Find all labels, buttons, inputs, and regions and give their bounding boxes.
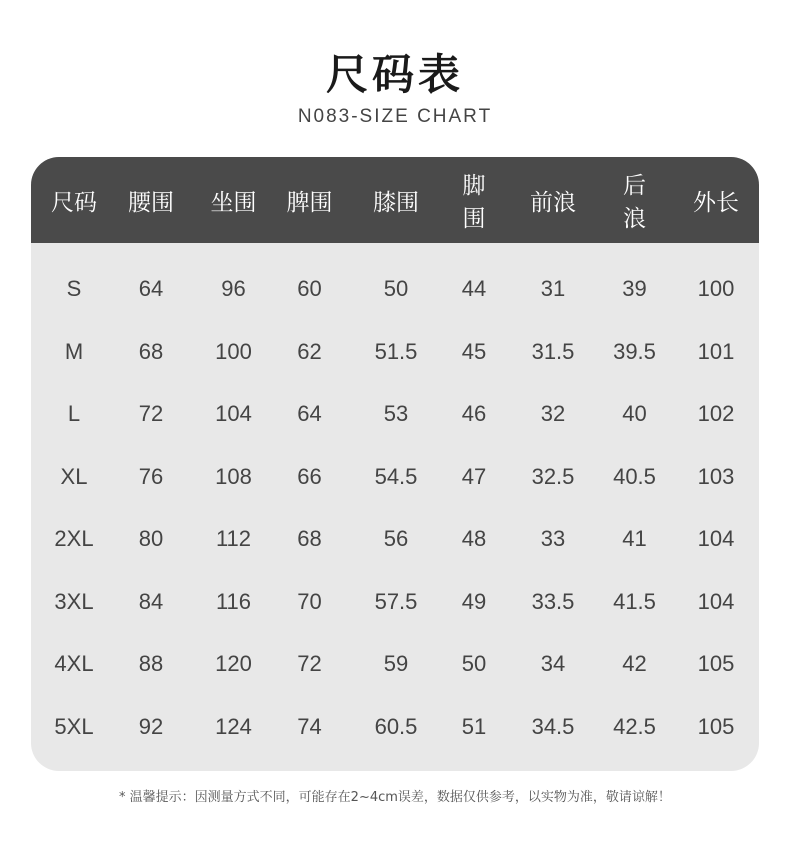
measurement-cell: 39.5: [613, 338, 656, 364]
measurement-cell: 49: [461, 588, 487, 614]
measurement-cell: 40: [622, 401, 647, 427]
size-label-cell: L: [67, 401, 81, 427]
header-cell-waist: 腰围: [128, 189, 174, 216]
measurement-cell: 66: [297, 463, 322, 489]
page-subtitle: N083-SIZE CHART: [297, 106, 493, 127]
header-cell-knee: 膝围: [373, 189, 419, 216]
table-row: [31, 571, 759, 634]
measurement-cell: 48: [461, 526, 487, 552]
measurement-cell: 72: [138, 401, 164, 427]
measurement-cell: 105: [697, 651, 735, 677]
measurement-cell: 33: [540, 526, 566, 552]
measurement-cell: 32.5: [531, 463, 575, 489]
measurement-cell: 59: [383, 651, 409, 677]
size-label-cell: 4XL: [54, 651, 94, 677]
measurement-cell: 120: [215, 651, 252, 677]
measurement-cell: 34.5: [531, 713, 575, 739]
measurement-cell: 100: [215, 338, 252, 364]
table-row: [31, 446, 759, 509]
measurement-cell: 34: [540, 651, 566, 677]
measurement-cell: 53: [383, 401, 409, 427]
size-label-cell: 3XL: [54, 588, 94, 614]
header-cell-leg-opening: 脚围: [462, 173, 486, 232]
measurement-cell: 42: [622, 651, 647, 677]
table-row: [31, 508, 759, 571]
measurement-cell: 51.5: [374, 338, 418, 364]
measurement-cell: 116: [215, 588, 252, 614]
table-row: [31, 633, 759, 696]
measurement-cell: 39: [622, 276, 647, 302]
table-row: [31, 258, 759, 321]
measurement-cell: 104: [697, 588, 735, 614]
measurement-cell: 84: [138, 588, 164, 614]
measurement-cell: 124: [215, 713, 252, 739]
header-cell-front-rise: 前浪: [530, 189, 576, 216]
measurement-cell: 64: [138, 276, 164, 302]
header-cell-outseam: 外长: [693, 189, 739, 216]
measurement-cell: 31.5: [531, 338, 575, 364]
header-cell-back-rise: 后浪: [623, 173, 646, 232]
measurement-cell: 101: [697, 338, 735, 364]
header-cell-size: 尺码: [51, 189, 97, 216]
measurement-cell: 68: [297, 526, 322, 552]
measurement-cell: 70: [297, 588, 322, 614]
size-label-cell: 2XL: [54, 526, 94, 552]
measurement-cell: 33.5: [531, 588, 575, 614]
measurement-cell: 112: [215, 526, 252, 552]
measurement-cell: 46: [461, 401, 487, 427]
table-row: [31, 696, 759, 759]
size-label-cell: XL: [60, 463, 88, 489]
measurement-cell: 32: [540, 401, 566, 427]
measurement-cell: 108: [215, 463, 252, 489]
measurement-cell: 72: [297, 651, 322, 677]
measurement-cell: 40.5: [613, 463, 656, 489]
measurement-cell: 62: [297, 338, 322, 364]
measurement-cell: 57.5: [374, 588, 418, 614]
measurement-cell: 60: [297, 276, 322, 302]
table-row: [31, 321, 759, 384]
measurement-cell: 41.5: [613, 588, 656, 614]
measurement-cell: 54.5: [374, 463, 418, 489]
size-label-cell: M: [64, 338, 84, 364]
measurement-cell: 102: [697, 401, 735, 427]
measurement-cell: 47: [461, 463, 487, 489]
page-title: 尺码表: [325, 50, 464, 99]
size-label-cell: 5XL: [54, 713, 94, 739]
header-cell-thigh: 脾围: [286, 189, 333, 216]
measurement-cell: 104: [215, 401, 252, 427]
measurement-cell: 45: [461, 338, 487, 364]
table-row: [31, 383, 759, 446]
measurement-cell: 80: [138, 526, 164, 552]
measurement-cell: 50: [461, 651, 487, 677]
table-body: [31, 243, 759, 758]
measurement-cell: 31: [540, 276, 566, 302]
measurement-cell: 88: [138, 651, 164, 677]
measurement-cell: 56: [383, 526, 409, 552]
measurement-cell: 76: [138, 463, 164, 489]
measurement-cell: 50: [383, 276, 409, 302]
measurement-cell: 44: [461, 276, 487, 302]
measurement-cell: 41: [622, 526, 647, 552]
measurement-cell: 60.5: [374, 713, 418, 739]
measurement-cell: 74: [297, 713, 322, 739]
measurement-cell: 105: [697, 713, 735, 739]
measurement-cell: 51: [461, 713, 487, 739]
measurement-cell: 96: [221, 276, 246, 302]
header-cell-hip: 坐围: [210, 189, 257, 216]
measurement-cell: 68: [138, 338, 164, 364]
measurement-cell: 92: [138, 713, 164, 739]
measurement-cell: 42.5: [613, 713, 656, 739]
measurement-cell: 100: [697, 276, 735, 302]
measurement-cell: 64: [297, 401, 322, 427]
size-label-cell: S: [66, 276, 82, 302]
size-chart-table: [31, 157, 759, 771]
footnote: * 温馨提示：因测量方式不同，可能存在2~4cm误差，数据仅供参考，以实物为准，敬请谅解！: [119, 790, 671, 805]
measurement-cell: 104: [697, 526, 735, 552]
table-header-row: [31, 157, 759, 243]
measurement-cell: 103: [697, 463, 735, 489]
